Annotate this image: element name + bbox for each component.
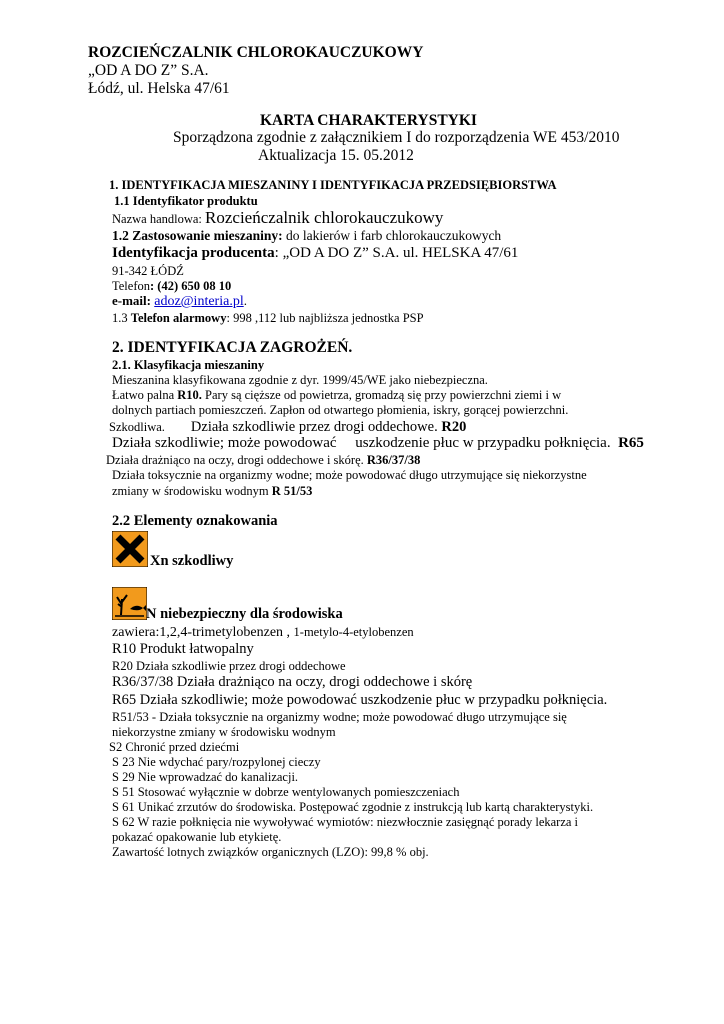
flammable-line-2: dolnych partiach pomieszczeń. Zapłon od otwartego płomienia, iskry, gorącej powierzchni. <box>112 403 569 417</box>
harmful-line <box>109 418 466 436</box>
usage-line <box>112 228 501 244</box>
email-line <box>112 294 247 310</box>
r10-phrase: R10 Produkt łatwopalny <box>112 641 254 657</box>
phone-label: Telefon <box>112 279 150 293</box>
r51-phrase-code: R51/53 - <box>112 710 160 724</box>
card-update-date: Aktualizacja 15. 05.2012 <box>258 147 414 164</box>
phone-line <box>112 279 231 293</box>
r51-phrase-2: niekorzystne zmiany w środowisku wodnym <box>112 725 336 739</box>
r36-phrase: R36/37/38 Działa drażniąco na oczy, drogi oddechowe i skórę <box>112 674 473 690</box>
r20-code: R20 <box>441 419 467 435</box>
usage-label: 1.2 Zastosowanie mieszaniny: <box>112 228 283 243</box>
xn-harmful-icon <box>112 531 148 567</box>
r65-line <box>112 435 644 452</box>
card-title: KARTA CHARAKTERYSTYKI <box>260 112 477 129</box>
producer-line <box>112 245 518 262</box>
product-name-heading: ROZCIEŃCZALNIK CHLOROKAUCZUKOWY <box>88 44 424 61</box>
section-1-1-heading: 1.1 Identyfikator produktu <box>114 194 258 208</box>
s62-phrase-1: S 62 W razie połknięcia nie wywoływać wymiotów: niezwłocznie zasięgnąć porady lekarza i <box>112 815 579 829</box>
company-address: Łódź, ul. Helska 47/61 <box>88 80 230 97</box>
flammable-line-1 <box>112 388 561 402</box>
trade-name-line <box>112 208 443 228</box>
emergency-label: Telefon alarmowy <box>130 311 227 325</box>
xn-label: Xn szkodliwy <box>150 553 234 569</box>
company-name: „OD A DO Z” S.A. <box>88 62 209 79</box>
section-1-heading: 1. IDENTYFIKACJA MIESZANINY I IDENTYFIKACJA PRZEDSIĘBIORSTWA <box>109 178 557 192</box>
r20-phrase: R20 Działa szkodliwie przez drogi oddechowe <box>112 659 346 673</box>
flammable-text: Łatwo palna <box>112 388 178 402</box>
contains-text: zawiera:1,2,4-trimetylobenzen , <box>112 625 294 640</box>
toxic-line-2 <box>112 484 312 498</box>
flammable-text-cont: Pary są cięższe od powietrza, gromadzą się przy powierzchni ziemi i w <box>201 388 562 402</box>
trade-name-label: Nazwa handlowa: <box>112 212 206 226</box>
r10-code: R10. <box>177 388 202 402</box>
email-label: e-mail: <box>112 293 151 308</box>
s2-phrase: S2 Chronić przed dziećmi <box>109 740 240 754</box>
harmful-text: Działa szkodliwie przez drogi oddechowe. <box>190 419 442 435</box>
r51-phrase-1 <box>112 710 567 724</box>
n-label: N niebezpieczny dla środowiska <box>146 606 343 622</box>
voc-content: Zawartość lotnych związków organicznych (LZO): 99,8 % obj. <box>112 845 429 859</box>
producer-label: Identyfikacja producenta <box>112 245 275 261</box>
n-environment-icon <box>112 587 147 620</box>
card-subtitle: Sporządzona zgodnie z załącznikiem I do rozporządzenia WE 453/2010 <box>173 129 620 146</box>
section-2-2-heading: 2.2 Elementy oznakowania <box>112 513 278 529</box>
s62-phrase-2: pokazać opakowanie lub etykietę. <box>112 830 282 844</box>
usage-value: do lakierów i farb chlorokauczukowych <box>282 228 502 243</box>
r36-code: R36/37/38 <box>366 453 421 467</box>
contains-text-2: 1-metylo-4-etylobenzen <box>293 625 414 639</box>
s23-phrase: S 23 Nie wdychać pary/rozpylonej cieczy <box>112 755 321 769</box>
email-link[interactable]: adoz@interia.pl <box>154 294 244 309</box>
r65-text: Działa szkodliwie; może powodować uszkodzenie płuc w przypadku połknięcia. <box>112 435 619 451</box>
postal-code: 91-342 ŁÓDŹ <box>112 264 184 278</box>
phone-value: : (42) 650 08 10 <box>150 279 232 293</box>
harmful-label: Szkodliwa. <box>109 420 165 434</box>
section-2-1-heading: 2.1. Klasyfikacja mieszaniny <box>112 358 265 372</box>
r51-phrase-text: Działa toksycznie na organizmy wodne; może powodować długo utrzymujące się <box>159 710 567 724</box>
producer-value: : „OD A DO Z” S.A. ul. HELSKA 47/61 <box>274 245 519 261</box>
emergency-number: 1.3 <box>112 311 131 325</box>
s61-phrase: S 61 Unikać zrzutów do środowiska. Postępować zgodnie z instrukcją lub kartą charakterystyki. <box>112 800 594 814</box>
r65-code: R65 <box>618 435 644 451</box>
toxic-line-1: Działa toksycznie na organizmy wodne; może powodować długo utrzymujące się niekorzystne <box>112 468 587 482</box>
irritant-text: Działa drażniąco na oczy, drogi oddechowe i skórę. <box>106 453 367 467</box>
section-2-heading: 2. IDENTYFIKACJA ZAGROŻEŃ. <box>112 339 353 356</box>
r65-phrase: R65 Działa szkodliwie; może powodować uszkodzenie płuc w przypadku połknięcia. <box>112 692 608 708</box>
emergency-phone-line <box>112 311 424 325</box>
emergency-value: : 998 ,112 lub najbliższa jednostka PSP <box>226 311 424 325</box>
s51-phrase: S 51 Stosować wyłącznie w dobrze wentylowanych pomieszczeniach <box>112 785 460 799</box>
email-dot: . <box>243 293 247 308</box>
s29-phrase: S 29 Nie wprowadzać do kanalizacji. <box>112 770 299 784</box>
classification-line: Mieszanina klasyfikowana zgodnie z dyr. 1999/45/WE jako niebezpieczna. <box>112 373 488 387</box>
trade-name-value: Rozcieńczalnik chlorokauczukowy <box>205 208 444 227</box>
r51-code: R 51/53 <box>271 484 313 498</box>
irritant-line <box>106 453 420 467</box>
toxic-text: zmiany w środowisku wodnym <box>112 484 272 498</box>
contains-line <box>112 623 414 641</box>
